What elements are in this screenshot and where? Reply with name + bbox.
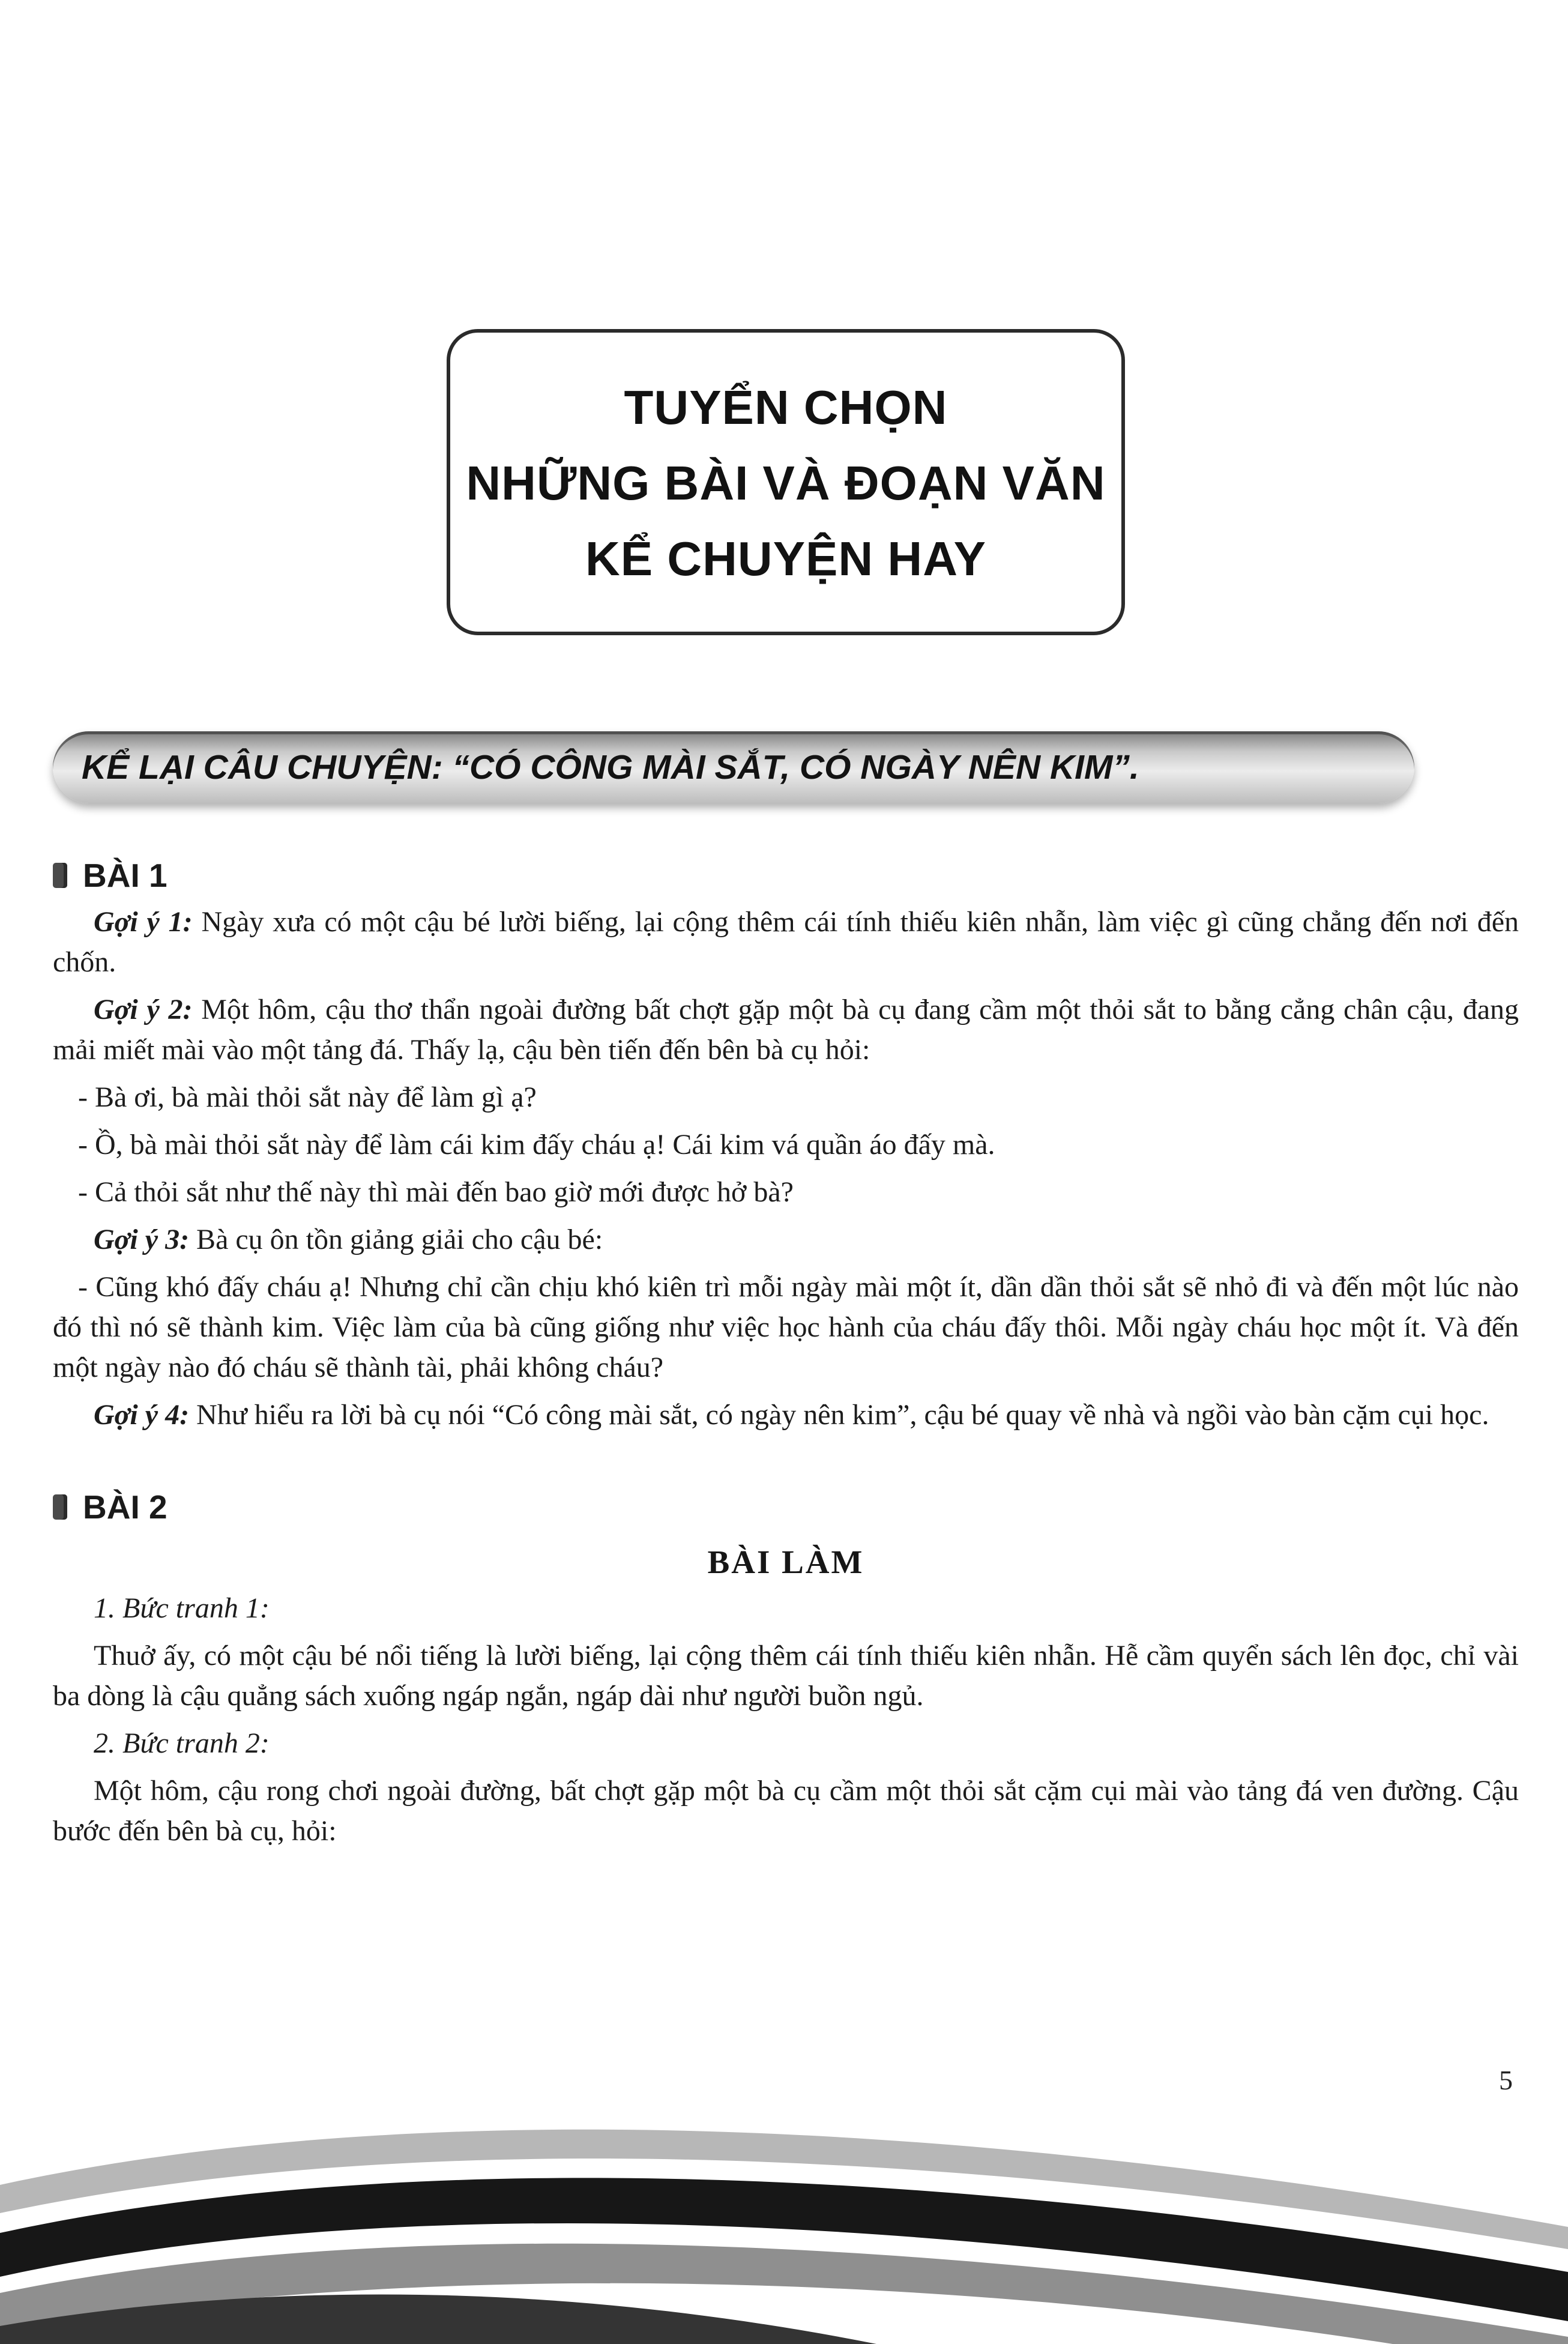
- paragraph-text: - Ồ, bà mài thỏi sắt này để làm cái kim đấy cháu ạ! Cái kim vá quần áo đấy mà.: [78, 1129, 995, 1161]
- paragraph-text: Thuở ấy, có một cậu bé nổi tiếng là lười biếng, lại cộng thêm cái tính thiếu kiên nhẫn. Hễ cầm quyển sách lên đọc, chỉ vài ba dòng là cậu quẳng sách xuống ngáp ngắn, ngáp dài như người buồn ngủ.: [53, 1640, 1519, 1712]
- page-content: [53, 0, 1519, 1851]
- story-banner-text: KỂ LẠI CÂU CHUYỆN: “CÓ CÔNG MÀI SẮT, CÓ NGÀY NÊN KIM”.: [82, 748, 1139, 787]
- title-line-3: KỂ CHUYỆN HAY: [585, 532, 986, 585]
- title-line-2: NHỮNG BÀI VÀ ĐOẠN VĂN: [466, 456, 1106, 510]
- paragraph-text: - Cũng khó đấy cháu ạ! Nhưng chỉ cần chịu khó kiên trì mỗi ngày mài một ít, dần dần thỏi sắt sẽ nhỏ đi và đến một lúc nào đó thì nó sẽ thành kim. Việc làm của bà cũng giống như việc học hành của cháu đấy thôi. Mỗi ngày cháu học một ít. Và đến một ngày nào đó cháu sẽ thành tài, phải không cháu?: [53, 1271, 1519, 1383]
- paragraph-text: Ngày xưa có một cậu bé lười biếng, lại cộng thêm cái tính thiếu kiên nhẫn, làm việc gì cũng chẳng đến nơi đến chốn.: [53, 906, 1519, 978]
- section-heading-label: BÀI 1: [83, 857, 167, 894]
- paragraph-lead: Gợi ý 4:: [94, 1399, 190, 1431]
- paragraph: [53, 1636, 1519, 1716]
- picture-item: [53, 1588, 1519, 1628]
- paragraph-text: - Cả thỏi sắt như thế này thì mài đến bao giờ mới được hở bà?: [78, 1176, 794, 1208]
- page-number: 5: [1499, 2065, 1513, 2095]
- paragraph-lead: 2. Bức tranh 2:: [94, 1727, 270, 1759]
- paragraph: [53, 902, 1519, 982]
- title-line-1: TUYỂN CHỌN: [624, 381, 948, 434]
- section-heading-bai2: [53, 1488, 1519, 1526]
- section-heading-label: BÀI 2: [83, 1488, 167, 1526]
- section-bullet-icon: [53, 863, 67, 888]
- paragraph-text: Một hôm, cậu thơ thẩn ngoài đường bất chợt gặp một bà cụ đang cầm một thỏi sắt to bằng cẳng chân cậu, đang mải miết mài vào một tảng đá. Thấy lạ, cậu bèn tiến đến bên bà cụ hỏi:: [53, 994, 1519, 1066]
- paragraph-text: Như hiểu ra lời bà cụ nói “Có công mài sắt, có ngày nên kim”, cậu bé quay về nhà và ngồi vào bàn cặm cụi học.: [189, 1399, 1489, 1431]
- paragraph-text: Một hôm, cậu rong chơi ngoài đường, bất chợt gặp một bà cụ cầm một thỏi sắt cặm cụi mài vào tảng đá ven đường. Cậu bước đến bên bà cụ, hỏi:: [53, 1775, 1519, 1847]
- paragraph: [53, 1219, 1519, 1260]
- section-heading-bai1: [53, 856, 1519, 895]
- paragraph: [53, 989, 1519, 1070]
- paragraph-lead: Gợi ý 1:: [94, 906, 193, 938]
- title-box: [447, 329, 1125, 635]
- dialogue-line: [53, 1125, 1519, 1165]
- dialogue-line: [53, 1267, 1519, 1388]
- paragraph-text: - Bà ơi, bà mài thỏi sắt này để làm gì ạ?: [78, 1081, 537, 1113]
- bai-lam-heading: BÀI LÀM: [707, 1544, 864, 1580]
- paragraph: [53, 1771, 1519, 1851]
- paragraph-lead: 1. Bức tranh 1:: [94, 1592, 270, 1624]
- story-banner: [53, 731, 1414, 803]
- section-bullet-icon: [53, 1494, 67, 1520]
- paragraph-lead: Gợi ý 3:: [94, 1224, 190, 1255]
- dialogue-line: [53, 1077, 1519, 1117]
- picture-item: [53, 1723, 1519, 1763]
- dialogue-line: [53, 1172, 1519, 1212]
- footer-swoosh-decoration: [0, 2086, 1568, 2344]
- paragraph: [53, 1395, 1519, 1435]
- paragraph-text: Bà cụ ôn tồn giảng giải cho cậu bé:: [189, 1224, 603, 1255]
- paragraph-lead: Gợi ý 2:: [94, 994, 193, 1026]
